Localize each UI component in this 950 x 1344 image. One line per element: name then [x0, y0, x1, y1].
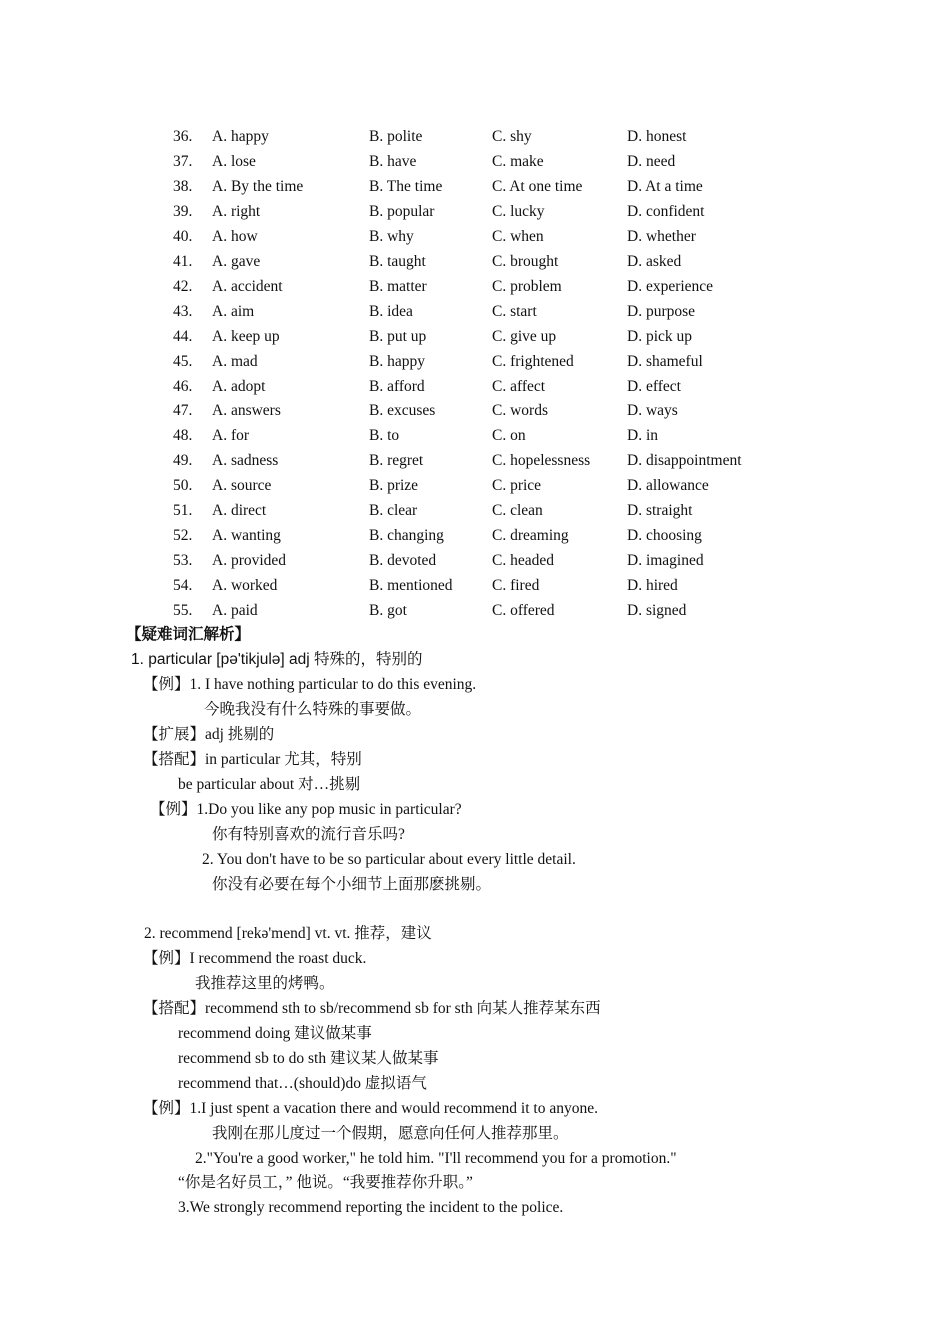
question-number: 40. [173, 227, 193, 245]
question-row [0, 224, 950, 249]
question-row [0, 523, 950, 548]
option-d: D. hired [627, 577, 678, 595]
question-number: 43. [173, 302, 193, 320]
option-b: B. got [369, 602, 407, 620]
option-a: A. By the time [212, 177, 304, 195]
option-c: C. At one time [492, 177, 583, 195]
option-d: D. allowance [627, 477, 709, 495]
question-number: 47. [173, 402, 193, 420]
option-b: B. changing [369, 527, 444, 545]
option-c: C. on [492, 427, 526, 445]
question-number: 54. [173, 577, 193, 595]
question-number: 42. [173, 277, 193, 295]
option-a: A. direct [212, 502, 267, 520]
option-a: A. answers [212, 402, 281, 420]
question-number: 37. [173, 152, 193, 170]
entry1-expand: 【扩展】adj 挑剔的 [143, 726, 275, 743]
option-d: D. At a time [627, 177, 703, 195]
entry1-example-3-translation: 你没有必要在每个小细节上面那麽挑剔。 [212, 876, 492, 893]
option-a: A. provided [212, 552, 287, 570]
option-c: C. brought [492, 252, 559, 270]
option-a: A. adopt [212, 377, 266, 395]
option-b: B. idea [369, 302, 413, 320]
option-b: B. polite [369, 128, 423, 145]
option-b: B. excuses [369, 402, 436, 420]
option-d: D. confident [627, 202, 705, 220]
entry2-example-3: 2."You're a good worker," he told him. "I'll recommend you for a promotion." [195, 1150, 677, 1167]
option-d: D. ways [627, 402, 678, 420]
option-d: D. disappointment [627, 452, 742, 470]
option-d: D. choosing [627, 527, 702, 545]
question-row [0, 573, 950, 598]
option-c: C. when [492, 227, 544, 245]
option-b: B. The time [369, 177, 443, 195]
option-b: B. clear [369, 502, 418, 520]
option-a: A. how [212, 227, 258, 245]
option-d: D. signed [627, 602, 687, 620]
question-number: 49. [173, 452, 193, 470]
entry1-collocation: 【搭配】in particular 尤其，特别 [143, 751, 362, 768]
entry2-example-2-translation: 我刚在那儿度过一个假期，愿意向任何人推荐那里。 [212, 1125, 569, 1142]
question-row [0, 374, 950, 399]
option-b: B. regret [369, 452, 424, 470]
question-row [0, 398, 950, 423]
option-b: B. matter [369, 277, 427, 295]
option-c: C. offered [492, 602, 555, 620]
option-d: D. pick up [627, 327, 693, 345]
question-row [0, 423, 950, 448]
option-b: B. popular [369, 202, 435, 220]
option-a: A. for [212, 427, 250, 445]
option-b: B. taught [369, 252, 426, 270]
question-row [0, 324, 950, 349]
option-c: C. fired [492, 577, 540, 595]
option-c: C. headed [492, 552, 554, 570]
option-a: A. worked [212, 577, 278, 595]
question-number: 46. [173, 377, 193, 395]
question-number: 50. [173, 477, 193, 495]
entry2-example-4: 3.We strongly recommend reporting the incident to the police. [178, 1199, 564, 1216]
question-number: 36. [173, 128, 193, 145]
option-a: A. gave [212, 252, 261, 270]
entry2-collocation-4: recommend that…(should)do 虚拟语气 [178, 1075, 427, 1092]
option-c: C. make [492, 152, 544, 170]
question-row [0, 448, 950, 473]
option-c: C. problem [492, 277, 562, 295]
option-b: B. happy [369, 352, 425, 370]
entry1-title: 1. particular [pə'tikjulə] adj 特殊的，特别的 [131, 651, 423, 668]
question-row [0, 498, 950, 523]
entry1-example-3: 2. You don't have to be so particular about every little detail. [202, 851, 576, 868]
option-c: C. words [492, 402, 548, 420]
option-c: C. affect [492, 377, 546, 395]
question-row [0, 299, 950, 324]
entry2-example-2: 【例】1.I just spent a vacation there and would recommend it to anyone. [143, 1100, 598, 1117]
option-c: C. hopelessness [492, 452, 591, 470]
option-b: B. prize [369, 477, 419, 495]
option-a: A. paid [212, 602, 258, 620]
question-row [0, 598, 950, 623]
entry1-example-translation: 今晚我没有什么特殊的事要做。 [204, 701, 422, 718]
question-row [0, 548, 950, 573]
option-a: A. aim [212, 302, 255, 320]
question-number: 53. [173, 552, 193, 570]
question-row [0, 149, 950, 174]
option-c: C. shy [492, 128, 532, 145]
question-row [0, 124, 950, 149]
option-d: D. whether [627, 227, 696, 245]
option-d: D. need [627, 152, 676, 170]
question-number: 51. [173, 502, 193, 520]
question-number: 41. [173, 252, 193, 270]
option-b: B. have [369, 152, 417, 170]
option-d: D. effect [627, 377, 681, 395]
entry1-example-2-translation: 你有特别喜欢的流行音乐吗? [212, 826, 405, 843]
question-row [0, 174, 950, 199]
option-a: A. lose [212, 152, 256, 170]
option-d: D. in [627, 427, 658, 445]
option-d: D. experience [627, 277, 714, 295]
entry1-collocation-2: be particular about 对…挑剔 [178, 776, 361, 793]
question-number: 48. [173, 427, 193, 445]
option-d: D. honest [627, 128, 687, 145]
option-d: D. asked [627, 252, 682, 270]
entry2-collocation: 【搭配】recommend sth to sb/recommend sb for sth 向某人推荐某东西 [143, 1000, 601, 1017]
entry2-example: 【例】I recommend the roast duck. [143, 950, 367, 967]
entry1-example: 【例】1. I have nothing particular to do this evening. [143, 676, 477, 693]
option-a: A. keep up [212, 327, 280, 345]
question-number: 45. [173, 352, 193, 370]
option-a: A. wanting [212, 527, 281, 545]
question-row [0, 473, 950, 498]
option-d: D. purpose [627, 302, 696, 320]
option-a: A. sadness [212, 452, 279, 470]
entry2-example-translation: 我推荐这里的烤鸭。 [195, 975, 335, 992]
option-c: C. dreaming [492, 527, 569, 545]
entry2-collocation-2: recommend doing 建议做某事 [178, 1025, 372, 1042]
question-number: 44. [173, 327, 193, 345]
option-c: C. start [492, 302, 537, 320]
option-a: A. right [212, 202, 261, 220]
option-a: A. mad [212, 352, 258, 370]
option-a: A. accident [212, 277, 283, 295]
option-d: D. straight [627, 502, 693, 520]
question-number: 38. [173, 177, 193, 195]
vocab-heading: 【疑难词汇解析】 [126, 626, 251, 643]
option-a: A. source [212, 477, 272, 495]
question-number: 55. [173, 602, 193, 620]
option-b: B. afford [369, 377, 425, 395]
option-c: C. frightened [492, 352, 574, 370]
option-d: D. shameful [627, 352, 703, 370]
question-row [0, 274, 950, 299]
option-c: C. price [492, 477, 542, 495]
option-b: B. why [369, 227, 414, 245]
entry2-example-3-translation: “你是名好员工，” 他说。“我要推荐你升职。” [178, 1174, 473, 1191]
entry2-collocation-3: recommend sb to do sth 建议某人做某事 [178, 1050, 439, 1067]
question-number: 52. [173, 527, 193, 545]
option-b: B. mentioned [369, 577, 453, 595]
option-c: C. clean [492, 502, 543, 520]
option-c: C. lucky [492, 202, 545, 220]
question-row [0, 349, 950, 374]
question-row [0, 199, 950, 224]
question-number: 39. [173, 202, 193, 220]
entry1-example-2: 【例】1.Do you like any pop music in particular? [150, 801, 462, 818]
option-a: A. happy [212, 128, 269, 145]
option-b: B. put up [369, 327, 427, 345]
entry2-title: 2. recommend [rekə'mend] vt. vt. 推荐，建议 [144, 925, 432, 942]
option-c: C. give up [492, 327, 557, 345]
option-b: B. devoted [369, 552, 437, 570]
option-b: B. to [369, 427, 400, 445]
question-row [0, 249, 950, 274]
option-d: D. imagined [627, 552, 704, 570]
